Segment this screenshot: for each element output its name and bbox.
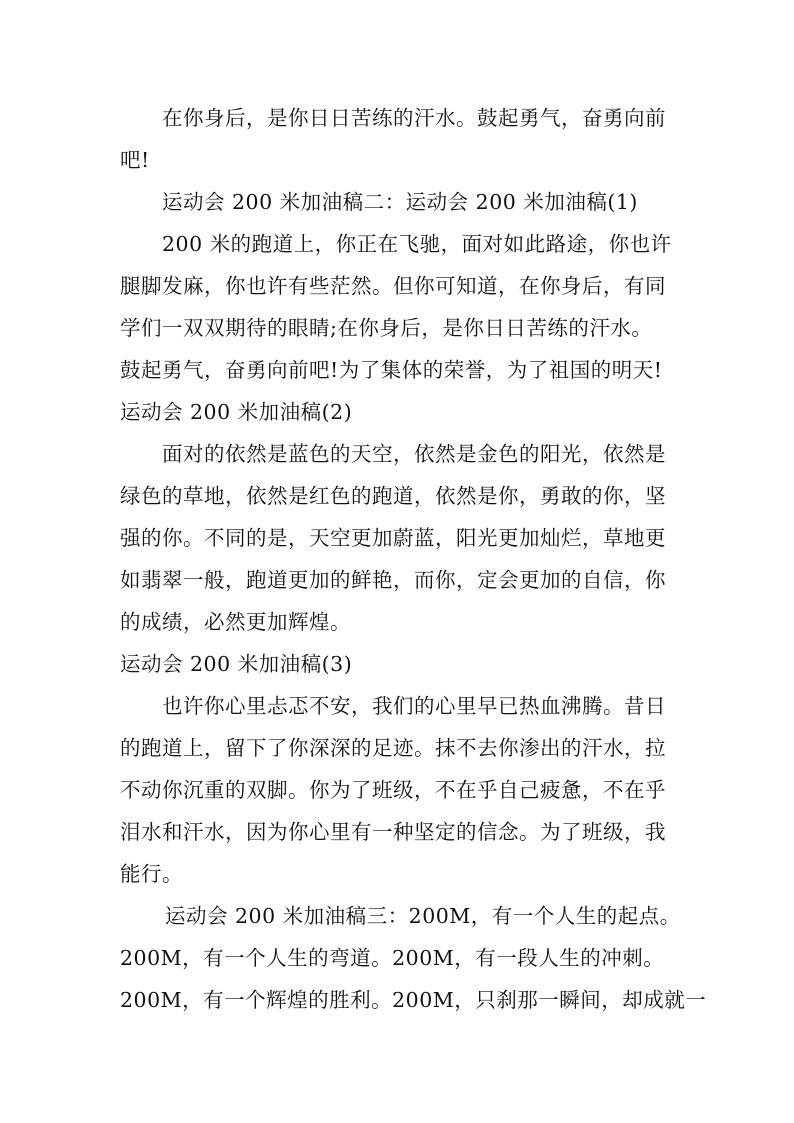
paragraph-line: 200 米的跑道上，你正在飞驰，面对如此路途，你也许 bbox=[162, 232, 672, 256]
paragraph-line: 也许你心里忐忑不安，我们的心里早已热血沸腾。昔日 bbox=[162, 694, 666, 718]
paragraph-line: 腿脚发麻，你也许有些茫然。但你可知道，在你身后，有同 bbox=[120, 274, 666, 298]
section-heading: 运动会 200 米加油稿(2) bbox=[120, 400, 353, 424]
paragraph-line: 200M，有一个人生的弯道。200M，有一段人生的冲刺。 bbox=[120, 946, 665, 970]
section-heading: 运动会 200 米加油稿三：200M，有一个人生的起点。 bbox=[165, 904, 681, 928]
paragraph-line: 面对的依然是蓝色的天空，依然是金色的阳光，依然是 bbox=[162, 442, 666, 466]
paragraph-line: 200M，有一个辉煌的胜利。200M，只刹那一瞬间，却成就一 bbox=[120, 988, 707, 1012]
paragraph-line: 的成绩，必然更加辉煌。 bbox=[120, 610, 351, 634]
paragraph-line: 的跑道上，留下了你深深的足迹。抹不去你渗出的汗水，拉 bbox=[120, 736, 666, 760]
paragraph-line: 吧! bbox=[120, 148, 150, 172]
paragraph-line: 能行。 bbox=[120, 862, 183, 886]
section-heading: 运动会 200 米加油稿(3) bbox=[120, 652, 353, 676]
paragraph-line: 绿色的草地，依然是红色的跑道，依然是你，勇敢的你，坚 bbox=[120, 484, 666, 508]
paragraph-line: 强的你。不同的是，天空更加蔚蓝，阳光更加灿烂，草地更 bbox=[120, 526, 666, 550]
paragraph-line: 学们一双双期待的眼睛;在你身后，是你日日苦练的汗水。 bbox=[120, 316, 653, 340]
paragraph-line: 泪水和汗水，因为你心里有一种坚定的信念。为了班级，我 bbox=[120, 820, 666, 844]
paragraph-line: 不动你沉重的双脚。你为了班级，不在乎自己疲惫，不在乎 bbox=[120, 778, 666, 802]
paragraph-line: 在你身后，是你日日苦练的汗水。鼓起勇气，奋勇向前 bbox=[162, 106, 666, 130]
paragraph-line: 如翡翠一般，跑道更加的鲜艳，而你，定会更加的自信，你 bbox=[120, 568, 666, 592]
section-heading: 运动会 200 米加油稿二：运动会 200 米加油稿(1) bbox=[162, 190, 638, 214]
paragraph-line: 鼓起勇气，奋勇向前吧!为了集体的荣誉，为了祖国的明天! bbox=[120, 358, 663, 382]
